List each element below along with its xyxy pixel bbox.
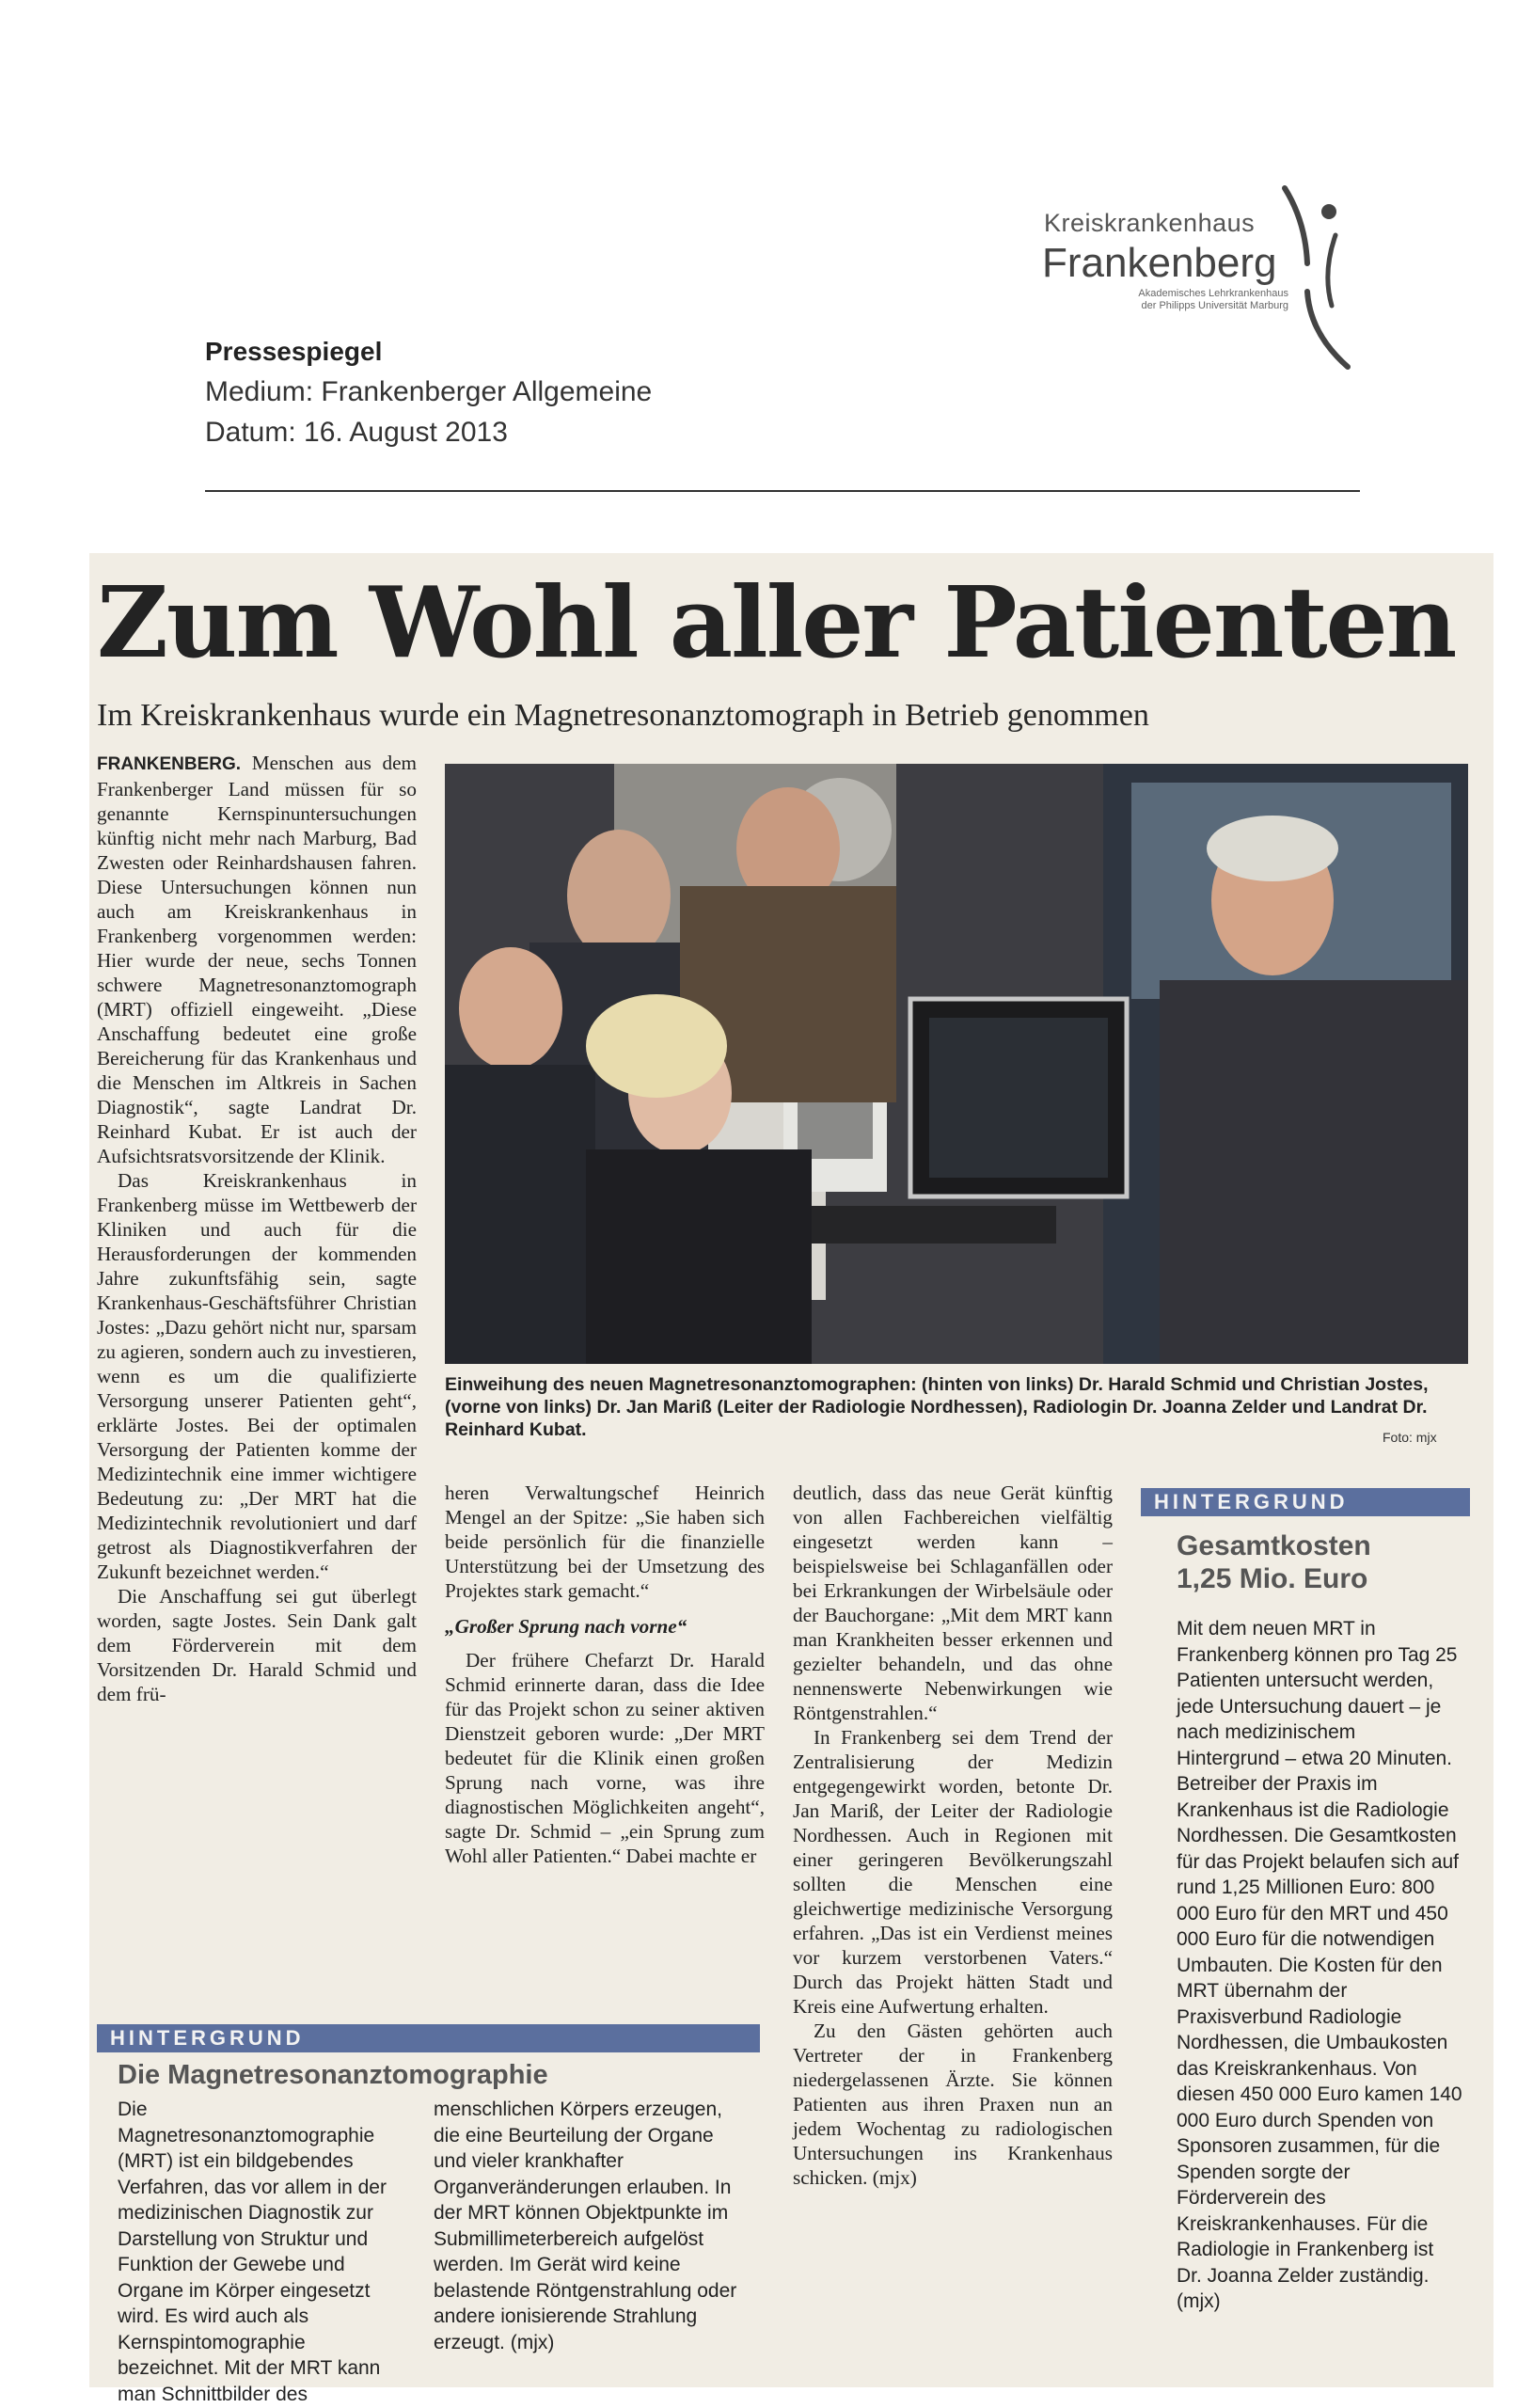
photo-credit: Foto: mjx [1383, 1430, 1437, 1445]
costs-box-label: HINTERGRUND [1141, 1488, 1470, 1516]
mri-box-label: HINTERGRUND [97, 2024, 760, 2052]
costs-box-title-line: 1,25 Mio. Euro [1177, 1563, 1368, 1594]
article-paragraph: heren Verwaltungschef Heinrich Mengel an der Spitze: „Sie haben sich beide persönlich für die finanzielle Unterstützung bei der Umsetzung des Projektes stark gemacht.“ [445, 1481, 765, 1602]
article-paragraph [97, 751, 417, 1168]
article-headline: Zum Wohl aller Patienten [97, 564, 1456, 680]
article-paragraph: In Frankenberg sei dem Trend der Zentralisierung der Medizin entgegengewirkt worden, betonte Dr. Jan Mariß, der Leiter der Radiologie Nordhessen. Auch in Regionen mit einer geringeren Bevölkerungszahl sollten die Menschen eine gleichwertige medizinische Versorgung erfahren. „Das ist ein Verdienst meines vor kurzem verstorbenen Vaters.“ Durch das Projekt hätten Stadt und Kreis eine Aufwertung erhalten. [793, 1726, 1113, 2018]
mri-box-columns [97, 2097, 760, 2407]
article-subheading: „Großer Sprung nach vorne“ [445, 1615, 687, 1638]
article-column-1 [97, 751, 417, 1706]
hospital-subtitle [1067, 288, 1288, 312]
mri-box-text: menschlichen Körpers erzeugen, die eine Beurteilung der Organe und vieler krankhafter Organveränderungen erlauben. In der MRT können Objektpunkte im Submillimeterbereich aufgelöst werden. Im Gerät wird keine belastende Röntgenstrahlung oder andere ionisierende Strahlung erzeugt. (mjx) [434, 2099, 737, 2353]
article-paragraph: Der frühere Chefarzt Dr. Harald Schmid erinnerte daran, dass die Idee für das Projekt schon zu seiner aktiven Dienstzeit geboren wurde: „Der MRT bedeutet für die Klinik einen großen Sprung nach vorne, was ihre diagnostischen Möglichkeiten angeht“, sagte Dr. Schmid – „ein Sprung zum Wohl aller Patienten.“ Dabei machte er [445, 1649, 765, 1867]
article-subheadline: Im Kreiskrankenhaus wurde ein Magnetresonanztomograph in Betrieb genommen [97, 698, 1149, 733]
hospital-city: Frankenberg [1042, 240, 1277, 286]
costs-box-text: Mit dem neuen MRT in Frankenberg können pro Tag 25 Patienten untersucht werden, jede Untersuchung dauert – je nach medizinischem Hintergrund – etwa 20 Minuten. Betreiber der Praxis im Krankenhaus ist die Radiologie Nordhessen. Die Gesamtkosten für das Projekt belaufen sich auf rund 1,25 Millionen Euro: 800 000 Euro für den MRT und 450 000 Euro für die notwendigen Umbauten. Die Kosten für den MRT übernahm der Praxisverbund Radiologie Nordhessen, die Umbaukosten das Kreiskrankenhaus. Von diesen 450 000 Euro kamen 140 000 Euro durch Spenden von Sponsoren zusammen, für die Spenden sorgte der Förderverein des Kreiskrankenhauses. Für die Radiologie in Frankenberg ist Dr. Joanna Zelder zuständig. (mjx) [1177, 1618, 1462, 2312]
article-paragraph: Das Kreiskrankenhaus in Frankenberg müsse im Wettbewerb der Kliniken und auch für die Herausforderungen der kommenden Jahre zukunftsfähig sein, sagte Krankenhaus-Geschäftsführer Christian Jostes: „Dazu gehört nicht nur, sparsam zu agieren, sondern auch zu investieren, wenn es um die qualifizierte Versorgung unserer Patienten geht“, erklärte Jostes. Bei der optimalen Versorgung der Patienten komme der Medizintechnik eine immer wichtigere Bedeutung zu: „Der MRT hat die Medizintechnik revolutioniert und darf getrost als Diagnostikverfahren der Zukunft bezeichnet werden.“ [97, 1169, 417, 1583]
article-paragraph: deutlich, dass das neue Gerät künftig von allen Fachbereichen vielfältig eingesetzt werden kann – beispielsweise bei Schlaganfällen oder bei Erkrankungen der Wirbelsäule oder der Bauchorgane: „Mit dem MRT kann man Krankheiten besser erkennen und gezielter behandeln, und das ohne nennenswerte Nebenwirkungen wie Röntgenstrahlen.“ [793, 1481, 1113, 1724]
costs-box-title-line: Gesamtkosten [1177, 1530, 1371, 1561]
article-paragraph: Zu den Gästen gehörten auch Vertreter der in Frankenberg niedergelassenen Ärzte. Sie können Patienten aus ihren Praxen nun an jedem Wochentag zu radiologischen Untersuchungen ins Krankenhaus schicken. (mjx) [793, 2020, 1113, 2189]
photo-caption: Einweihung des neuen Magnetresonanztomographen: (hinten von links) Dr. Harald Schmid und Christian Jostes, (vorne von links) Dr. Jan Mariß (Leiter der Radiologie Nordhessen), Radiologin Dr. Joanna Zelder und Landrat Dr. Reinhard Kubat. [445, 1374, 1429, 1440]
costs-box-title [1141, 1529, 1470, 1595]
hospital-sub-line: der Philipps Universität Marburg [1141, 300, 1288, 311]
dateline: FRANKENBERG. [97, 754, 242, 774]
mri-box-title: Die Magnetresonanztomographie [118, 2060, 548, 2090]
article-column-3 [793, 1481, 1113, 2190]
mri-info-box [97, 2024, 760, 2407]
article-column-2 [445, 1481, 765, 1868]
medium-line: Medium: Frankenberger Allgemeine [205, 376, 653, 407]
article-paragraph: Die Anschaffung sei gut überlegt worden, sagte Jostes. Sein Dank galt dem Förderverein mit dem Vorsitzenden Dr. Harald Schmid und dem frü- [97, 1585, 417, 1705]
paragraph-text: Menschen aus dem Frankenberger Land müssen für so genannte Kernspinuntersuchungen künftig nicht mehr nach Marburg, Bad Zwesten oder Reinhardshausen fahren. Diese Untersuchungen können nun auch am Kreiskrankenhaus in Frankenberg vorgenommen werden: Hier wurde der neue, sechs Tonnen schwere Magnetresonanztomograph (MRT) offiziell eingeweiht. „Diese Anschaffung bedeutet eine große Bereicherung für das Krankenhaus und die Menschen im Altkreis in Sachen Diagnostik“, sagte Landrat Dr. Reinhard Kubat. Er ist auch der Aufsichtsratsvorsitzende der Klinik. [97, 752, 417, 1167]
mri-box-text: Die Magnetresonanztomographie (MRT) ist ein bildgebendes Verfahren, das vor allem in der medizinischen Diagnostik zur Darstellung von Struktur und Funktion der Gewebe und Organe im Körper eingesetzt wird. Es wird auch als Kernspintomographie bezeichnet. Mit der MRT kann man Schnittbilder des [118, 2099, 387, 2405]
hospital-sub-line: Akademisches Lehrkrankenhaus [1138, 288, 1288, 299]
hospital-logo-icon [1277, 183, 1371, 372]
costs-info-box [1141, 1488, 1470, 2315]
date-line: Datum: 16. August 2013 [205, 417, 508, 448]
photo-scene-icon [445, 764, 1468, 1364]
hospital-name: Kreiskrankenhaus [1044, 209, 1256, 237]
header-divider [205, 490, 1360, 492]
press-review-title: Pressespiegel [205, 337, 383, 366]
article-photo [445, 764, 1468, 1364]
